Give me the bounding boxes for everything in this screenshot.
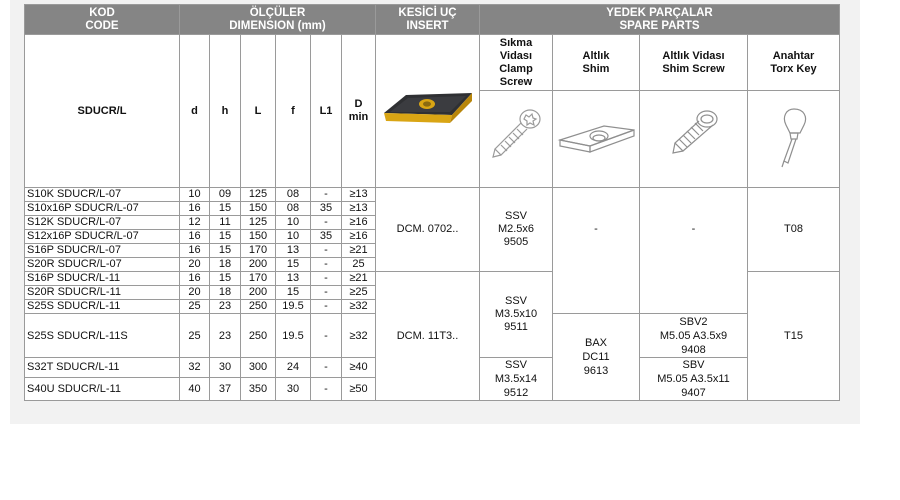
row-Dmin: ≥16: [342, 230, 376, 244]
family-label: [25, 35, 180, 188]
row-h: 30: [210, 358, 241, 378]
row-d: 16: [180, 202, 210, 216]
row-L1: -: [311, 286, 342, 300]
shim-screw-07: -: [640, 188, 748, 272]
insert-header-tr: KESİCİ UÇ: [398, 6, 457, 19]
shim-screw-11b: [640, 358, 748, 401]
row-f: 19.5: [276, 314, 311, 358]
row-d: 20: [180, 258, 210, 272]
clamp-screw-label: [480, 35, 553, 91]
row-d: 12: [180, 216, 210, 230]
row-code: S25S SDUCR/L-11S: [25, 314, 180, 358]
dimension-header: [180, 5, 376, 35]
row-L1: -: [311, 272, 342, 286]
clamp-label-4: Screw: [499, 75, 533, 88]
torx-key-label-tr: Anahtar: [772, 49, 815, 62]
row-code: S10K SDUCR/L-07: [25, 188, 180, 202]
row-h: 09: [210, 188, 241, 202]
row-f: 08: [276, 188, 311, 202]
row-L: 300: [241, 358, 276, 378]
table-row: [25, 272, 840, 286]
row-d: 16: [180, 272, 210, 286]
shim-screw-image-cell: [640, 91, 748, 188]
row-code: S10x16P SDUCR/L-07: [25, 202, 180, 216]
col-D-text: D: [354, 98, 363, 110]
torx-key-label: [748, 35, 840, 91]
insert-image-cell: [376, 35, 480, 188]
shim-screw-11b-size: M5.05 A3.5x11: [657, 373, 730, 385]
spare-parts-header-en: SPARE PARTS: [619, 19, 700, 32]
shim-11-code: 9613: [583, 365, 609, 377]
row-d: 25: [180, 300, 210, 314]
row-f: 24: [276, 358, 311, 378]
clamp-07-type: SSV: [504, 210, 527, 222]
shim-07: -: [553, 188, 640, 272]
clamp-11b-size: M3.5x14: [494, 373, 538, 385]
row-L1: -: [311, 216, 342, 230]
clamp-11a-code: 9511: [504, 321, 528, 333]
row-Dmin: ≥21: [342, 272, 376, 286]
row-L: 150: [241, 202, 276, 216]
insert-11: DCM. 11T3..: [376, 272, 480, 401]
col-d: d: [180, 35, 210, 188]
product-table: [24, 4, 840, 401]
clamp-screw-07: [480, 188, 553, 272]
row-code: S12K SDUCR/L-07: [25, 216, 180, 230]
col-f: f: [276, 35, 311, 188]
clamp-07-size: M2.5x6: [497, 223, 535, 235]
shim-11-type: BAX: [584, 337, 607, 349]
shim-screw-11a-code: 9408: [681, 343, 706, 356]
clamp-11a-type: SSV: [504, 295, 527, 307]
row-L1: -: [311, 300, 342, 314]
row-L: 170: [241, 272, 276, 286]
code-header-tr: KOD: [89, 6, 115, 19]
clamp-11a-size: M3.5x10: [494, 308, 538, 320]
table-row: [25, 188, 840, 202]
row-h: 15: [210, 244, 241, 258]
row-L: 350: [241, 377, 276, 400]
spare-parts-header: [480, 5, 840, 35]
row-h: 15: [210, 272, 241, 286]
row-Dmin: ≥21: [342, 244, 376, 258]
row-Dmin: 25: [342, 258, 376, 272]
shim-screw-11b-type: SBV: [682, 359, 705, 371]
row-d: 25: [180, 314, 210, 358]
row-code: S25S SDUCR/L-11: [25, 300, 180, 314]
row-Dmin: ≥16: [342, 216, 376, 230]
clamp-07-code: 9505: [503, 236, 529, 248]
col-L: L: [241, 35, 276, 188]
row-h: 23: [210, 300, 241, 314]
row-f: 10: [276, 216, 311, 230]
shim-screw-label-tr: Altlık Vidası: [662, 49, 725, 62]
row-Dmin: ≥32: [342, 300, 376, 314]
clamp-11b-type: SSV: [504, 359, 527, 371]
row-Dmin: ≥40: [342, 358, 376, 378]
shim-screw-label: [640, 35, 748, 91]
row-f: 10: [276, 230, 311, 244]
row-h: 18: [210, 258, 241, 272]
row-L: 250: [241, 314, 276, 358]
row-f: 13: [276, 244, 311, 258]
row-code: S16P SDUCR/L-11: [25, 272, 180, 286]
shim-label-en: Shim: [582, 62, 610, 75]
row-L: 250: [241, 300, 276, 314]
row-Dmin: ≥13: [342, 202, 376, 216]
row-f: 15: [276, 286, 311, 300]
clamp-screw-image-cell: [480, 91, 553, 188]
col-min-text: min: [348, 111, 369, 123]
shim-screw-11a-type: SBV2: [679, 315, 708, 328]
torx-key-label-en: Torx Key: [770, 62, 817, 75]
shim-image-cell: [553, 91, 640, 188]
insert-image: [380, 75, 476, 145]
dimension-header-tr: ÖLÇÜLER: [249, 6, 306, 19]
row-code: S12x16P SDUCR/L-07: [25, 230, 180, 244]
code-header-en: CODE: [85, 19, 119, 32]
torx-11: T15: [748, 272, 840, 401]
row-L1: -: [311, 377, 342, 400]
dimension-header-en: DIMENSION (mm): [229, 19, 326, 32]
shim-screw-11-empty: [640, 272, 748, 314]
clamp-screw-11b: [480, 358, 553, 401]
row-code: S32T SDUCR/L-11: [25, 358, 180, 378]
row-h: 11: [210, 216, 241, 230]
row-f: 30: [276, 377, 311, 400]
clamp-screw-image: [481, 103, 551, 173]
row-L1: -: [311, 314, 342, 358]
row-L: 170: [241, 244, 276, 258]
col-Dmin: [342, 35, 376, 188]
row-h: 37: [210, 377, 241, 400]
code-header: [25, 5, 180, 35]
insert-07: DCM. 0702..: [376, 188, 480, 272]
row-d: 40: [180, 377, 210, 400]
row-d: 32: [180, 358, 210, 378]
clamp-11b-code: 9512: [503, 387, 529, 399]
row-f: 13: [276, 272, 311, 286]
shim-screw-label-en: Shim Screw: [662, 62, 725, 75]
shim-11-size: DC11: [582, 351, 610, 363]
row-h: 15: [210, 230, 241, 244]
shim-screw-image: [659, 103, 729, 173]
shim-label-tr: Altlık: [582, 49, 610, 62]
row-h: 18: [210, 286, 241, 300]
row-d: 20: [180, 286, 210, 300]
torx-key-image: [764, 103, 824, 173]
shim-11-empty: [553, 272, 640, 314]
row-d: 10: [180, 188, 210, 202]
shim-label: [553, 35, 640, 91]
family-label-text: SDUCR/L: [77, 104, 127, 117]
row-L: 125: [241, 216, 276, 230]
row-d: 16: [180, 230, 210, 244]
spare-parts-header-tr: YEDEK PARÇALAR: [606, 6, 713, 19]
row-f: 08: [276, 202, 311, 216]
row-L: 125: [241, 188, 276, 202]
col-h: h: [210, 35, 241, 188]
row-Dmin: ≥25: [342, 286, 376, 300]
row-h: 23: [210, 314, 241, 358]
clamp-label-3: Clamp: [499, 62, 533, 75]
row-L1: -: [311, 358, 342, 378]
row-L: 200: [241, 258, 276, 272]
clamp-label-2: Vidası: [499, 49, 533, 62]
shim-screw-11a: [640, 314, 748, 358]
row-L: 200: [241, 286, 276, 300]
row-L1: 35: [311, 230, 342, 244]
row-Dmin: ≥32: [342, 314, 376, 358]
row-Dmin: ≥50: [342, 377, 376, 400]
row-code: S20R SDUCR/L-11: [25, 286, 180, 300]
row-code: S40U SDUCR/L-11: [25, 377, 180, 400]
row-f: 15: [276, 258, 311, 272]
row-L1: -: [311, 258, 342, 272]
col-L1: L1: [311, 35, 342, 188]
shim-image: [556, 108, 636, 168]
row-h: 15: [210, 202, 241, 216]
row-f: 19.5: [276, 300, 311, 314]
shim-11: [553, 314, 640, 401]
row-L1: 35: [311, 202, 342, 216]
insert-header: [376, 5, 480, 35]
torx-key-image-cell: [748, 91, 840, 188]
insert-header-en: INSERT: [406, 19, 449, 32]
clamp-screw-11a: [480, 272, 553, 358]
row-L1: -: [311, 244, 342, 258]
torx-07: T08: [748, 188, 840, 272]
shim-screw-11b-code: 9407: [681, 387, 706, 399]
row-code: S20R SDUCR/L-07: [25, 258, 180, 272]
shim-screw-11a-size: M5.05 A3.5x9: [659, 329, 728, 342]
row-L1: -: [311, 188, 342, 202]
row-d: 16: [180, 244, 210, 258]
row-code: S16P SDUCR/L-07: [25, 244, 180, 258]
clamp-label-1: Sıkma: [499, 36, 533, 49]
row-Dmin: ≥13: [342, 188, 376, 202]
row-L: 150: [241, 230, 276, 244]
